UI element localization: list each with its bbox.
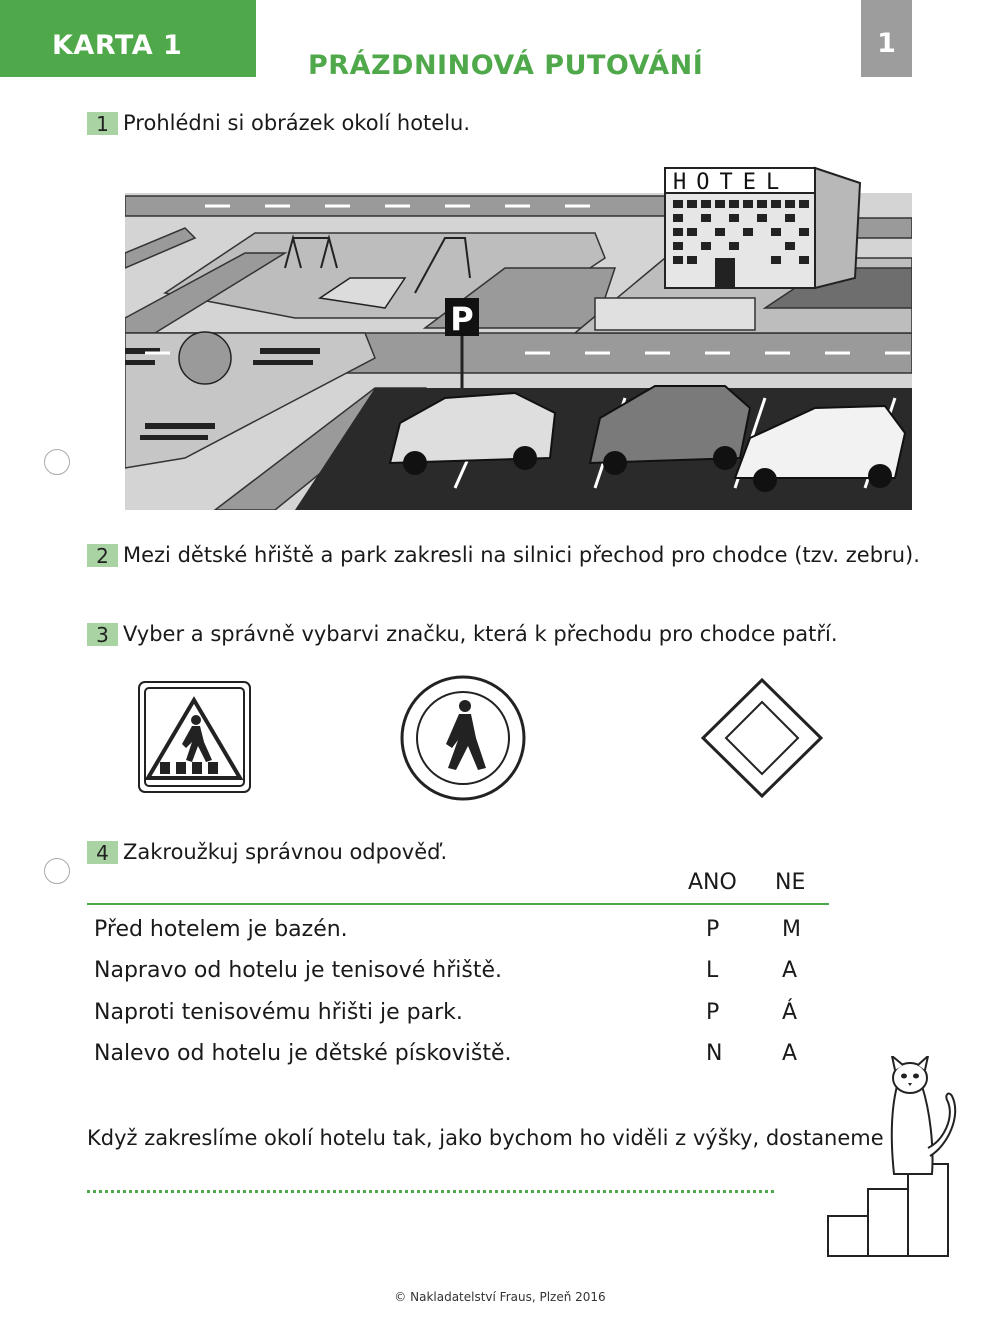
- quiz-statement: Nalevo od hotelu je dětské pískoviště.: [94, 1041, 512, 1066]
- task-1: [87, 111, 470, 135]
- task-number: 3: [87, 623, 118, 646]
- quiz-row: [94, 917, 834, 947]
- pedestrian-zone-sign[interactable]: [402, 677, 524, 799]
- column-header-yes: ANO: [688, 870, 737, 895]
- task-3: [87, 622, 838, 646]
- column-header-no: NE: [775, 870, 806, 895]
- quiz-statement: Naproti tenisovému hřišti je park.: [94, 1000, 463, 1025]
- hotel-surroundings-illustration: [125, 158, 912, 510]
- closing-text: Když zakreslíme okolí hotelu tak, jako bychom ho viděli z výšky, dostaneme: [87, 1126, 884, 1150]
- task-text: Zakroužkuj správnou odpověď.: [123, 840, 448, 864]
- task-text: Prohlédni si obrázek okolí hotelu.: [123, 111, 471, 135]
- answer-no-letter[interactable]: A: [782, 1041, 798, 1066]
- task-4: [87, 840, 447, 864]
- task-text: Vyber a správně vybarvi značku, která k přechodu pro chodce patří.: [123, 622, 838, 646]
- pedestrian-crossing-sign[interactable]: [139, 682, 250, 792]
- answer-yes-letter[interactable]: L: [706, 958, 719, 983]
- traffic-signs: [0, 668, 1000, 808]
- answer-no-letter[interactable]: Á: [782, 1000, 798, 1025]
- page-title: PRÁZDNINOVÁ PUTOVÁNÍ: [308, 50, 704, 81]
- cat-on-podium-illustration: [822, 1056, 962, 1261]
- task-number: 4: [87, 841, 118, 864]
- quiz-statement: Před hotelem je bazén.: [94, 917, 348, 942]
- quiz-row: [94, 958, 834, 988]
- copyright-footer: © Nakladatelství Fraus, Plzeň 2016: [394, 1290, 606, 1304]
- task-text: Mezi dětské hřiště a park zakresli na silnici přechod pro chodce (tzv. zebru).: [123, 543, 920, 567]
- parking-sign-letter: P: [450, 300, 474, 338]
- card-label: KARTA 1: [52, 30, 183, 61]
- task-number: 1: [87, 112, 118, 135]
- answer-yes-letter[interactable]: P: [706, 1000, 720, 1025]
- quiz-row: [94, 1000, 834, 1030]
- binder-hole: [44, 858, 70, 884]
- binder-hole: [44, 449, 70, 475]
- answer-no-letter[interactable]: M: [782, 917, 801, 942]
- answer-no-letter[interactable]: A: [782, 958, 798, 983]
- card-tab: [0, 0, 256, 77]
- main-road-sign[interactable]: [703, 680, 821, 796]
- task-2: [87, 543, 920, 567]
- answer-yes-letter[interactable]: N: [706, 1041, 723, 1066]
- page-number: 1: [877, 28, 896, 59]
- page-number-tab: [861, 0, 912, 77]
- answer-yes-letter[interactable]: P: [706, 917, 720, 942]
- divider: [87, 903, 829, 905]
- quiz-row: [94, 1041, 834, 1071]
- quiz-statement: Napravo od hotelu je tenisové hřiště.: [94, 958, 502, 983]
- hotel-sign-text: HOTEL: [673, 170, 790, 195]
- answer-line[interactable]: [87, 1190, 774, 1193]
- task-number: 2: [87, 544, 118, 567]
